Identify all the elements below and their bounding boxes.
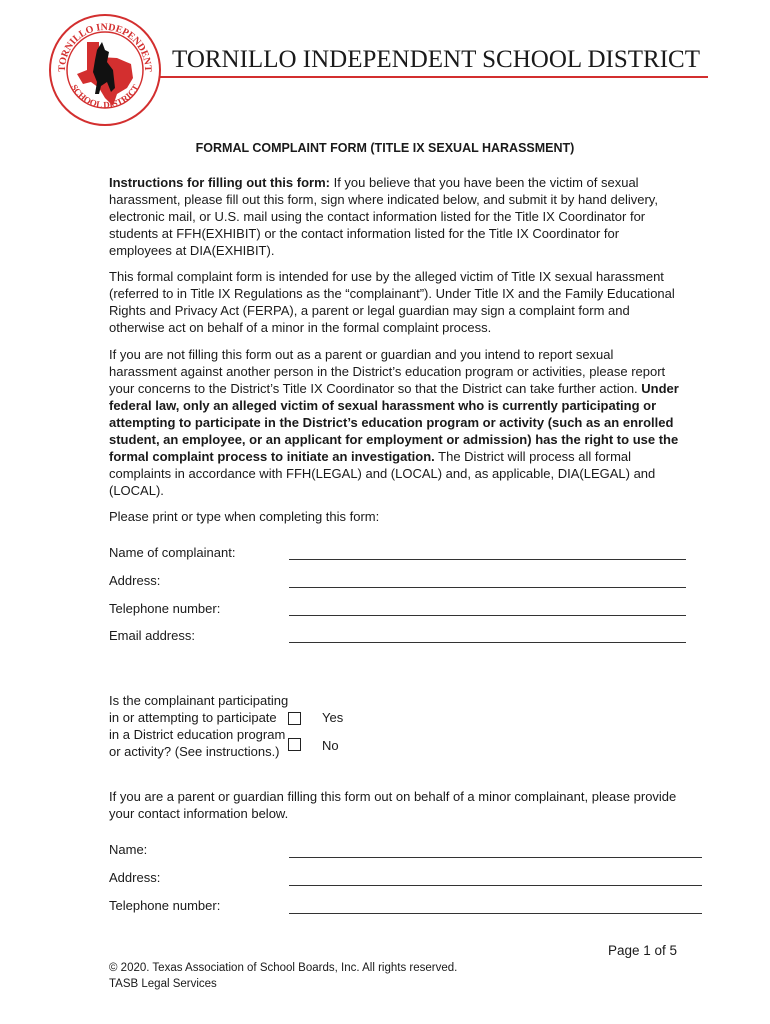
parent-address-field[interactable] [289, 885, 702, 886]
federal-law-text: Under federal law, only an alleged victim of sexual harassment who is currently participating or attempting to participate in the District’s education program or activity (such as an enrolled student, an employee, or an applicant for employment or admission) has the right to use the formal complaint process to initiate an investigation. [109, 381, 679, 464]
footer [109, 960, 457, 992]
complainant-email-field[interactable] [289, 642, 686, 643]
district-seal-logo [47, 12, 163, 128]
processing-text: The District will process all formal complaints in accordance with FFH(LEGAL) and (LOCAL) and, as applicable, DIA(LEGAL) and (LOCAL). [109, 449, 656, 498]
complainant-name-field[interactable] [289, 559, 686, 560]
district-name: TORNILLO INDEPENDENT SCHOOL DISTRICT [172, 46, 700, 73]
parent-name-field[interactable] [289, 857, 702, 858]
page-number: Page 1 of 5 [608, 943, 678, 958]
no-label: No [322, 738, 339, 753]
complainant-address-field[interactable] [289, 587, 686, 588]
service-text: TASB Legal Services [109, 978, 217, 990]
header-rule [160, 76, 708, 78]
print-instruction: Please print or type when completing this form: [109, 509, 380, 524]
reporting-text: If you are not filling this form out as a parent or guardian and you intend to report sexual harassment against another person in the District’s education program or activities, please report your concerns to the District’s Title IX Coordinator so that the District can take further action. [109, 347, 666, 396]
parent-instruction: If you are a parent or guardian filling this form out on behalf of a minor complainant, please provide your contact information below. [109, 789, 677, 821]
instructions-text: If you believe that you have been the victim of sexual harassment, please fill out this form, sign where indicated below, and submit it by hand delivery, electronic mail, or U.S. mail using the contact information listed for the Title IX Coordinator for students at FFH(EXHIBIT) or the contact information listed for the Title IX Coordinator for employees at DIA(EXHIBIT). [109, 175, 658, 258]
logo-text-bottom: SCHOOL DISTRICT [69, 82, 141, 110]
reporting-paragraph [109, 346, 684, 499]
yes-label: Yes [322, 710, 344, 725]
parent-name-label: Name: [109, 842, 148, 857]
yes-checkbox[interactable] [288, 712, 301, 725]
parent-phone-field[interactable] [289, 913, 702, 914]
participation-question: Is the complainant participating in or attempting to participate in a District education program or activity? (See instructions.) [109, 693, 289, 759]
no-checkbox[interactable] [288, 738, 301, 751]
logo-text-top: TORNILLO INDEPENDENT [56, 21, 154, 72]
copyright-text: © 2020. Texas Association of School Boards, Inc. All rights reserved. [109, 962, 458, 974]
complainant-phone-label: Telephone number: [109, 601, 221, 616]
intended-use-paragraph: This formal complaint form is intended for use by the alleged victim of Title IX sexual harassment (referred to in Title IX Regulations as the “complainant”). Under Title IX and the Family Educational Rights and Privacy Act (FERPA), a parent or legal guardian may sign a complaint form and otherwise act on behalf of a minor in the formal complaint process. [109, 269, 675, 335]
instructions-paragraph [109, 174, 684, 259]
complainant-address-label: Address: [109, 573, 161, 588]
complainant-phone-field[interactable] [289, 615, 686, 616]
parent-address-label: Address: [109, 870, 161, 885]
complainant-email-label: Email address: [109, 628, 195, 643]
complainant-name-label: Name of complainant: [109, 545, 236, 560]
instructions-lead: Instructions for filling out this form: [109, 175, 330, 190]
parent-phone-label: Telephone number: [109, 898, 221, 913]
form-title: FORMAL COMPLAINT FORM (TITLE IX SEXUAL HARASSMENT) [195, 141, 575, 155]
